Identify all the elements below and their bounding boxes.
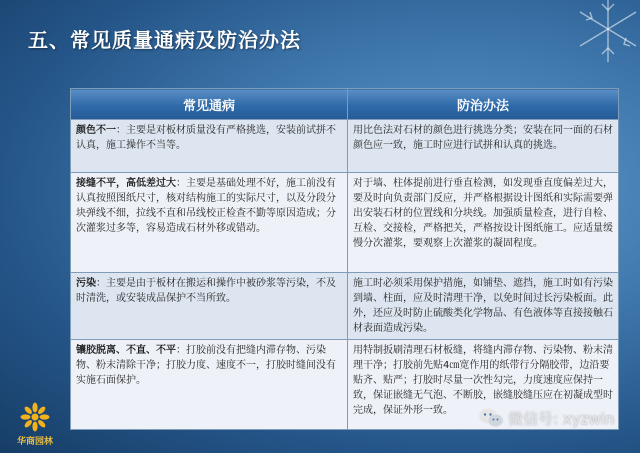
problem-cell (71, 340, 348, 430)
table-row (71, 173, 619, 273)
remedy-cell: 施工时必须采用保护措施，如铺垫、遮挡，施工时如有污染到墙、柱面，应及时清理干净，以免时间过长污染板面。此外，还应及时防止硫酸类化学物品、有色液体等直接接触石材表面造成污染。 (348, 273, 619, 340)
problem-heading: 颜色不一 (76, 125, 116, 136)
table-header-row (71, 89, 619, 120)
problem-description: ：主要是对板材质量没有严格挑选，安装前试拼不认真，施工操作不当等。 (76, 125, 336, 151)
problem-description: ：打胶前没有把缝内滞存物、污染物、粉末清除干净；打胶力度、速度不一，打胶时缝间没有实施石面保护。 (76, 345, 336, 386)
problem-heading: 镶胶脱离、不直、不平 (76, 345, 176, 356)
snowflake-decoration-icon (568, 0, 640, 64)
remedy-cell: 对于墙、柱体提前进行垂直检测，如发现垂直度偏差过大，要及时向负责部门反应，并严格根据设计图纸和实际需要弹出安装石材的位置线和分块线。加强质量检查，进行自检、互检、交接检，严格把关，严格按设计图纸施工。应适量缓慢分次灌浆，要观察上次灌浆的凝固程度。 (348, 173, 619, 273)
table-row (71, 273, 619, 340)
quality-issues-table (70, 88, 619, 430)
remedy-cell: 用比色法对石材的颜色进行挑选分类；安装在同一面的石材颜色应一致，施工时应进行试拼和认真的挑选。 (348, 120, 619, 173)
watermark-text: 微信号: xyzwin (508, 410, 615, 428)
table-row (71, 120, 619, 173)
remedy-cell: 用特制扳刷清理石材板缝，将缝内滞存物、污染物、粉末清理干净；打胶前先贴4㎝宽作用的纸带行分隔胶带，边沿要贴齐、贴严；打胶时尽量一次性勾完，力度速度应保持一致，保证嵌缝无气泡、不断胶，嵌缝胶缝压应在初凝成型时完成，保证外形一致。 (348, 340, 619, 430)
problem-description: ：主要是由于板材在搬运和操作中被砂浆等污染，不及时清洗，或安装成品保护不当所致。 (76, 278, 336, 304)
wechat-watermark (478, 407, 614, 429)
problem-cell (71, 173, 348, 273)
flower-logo-icon (18, 402, 52, 432)
logo-text: 华商园林 (16, 437, 53, 447)
column-header-problem: 常见通病 (71, 89, 348, 120)
problem-heading: 接缝不平，高低差过大 (76, 178, 176, 189)
wechat-icon (478, 407, 504, 429)
problem-cell (71, 273, 348, 340)
page-title: 五、常见质量通病及防治办法 (28, 28, 301, 52)
problem-description: ：主要是基础处理不好，施工前没有认真按照图纸尺寸，核对结构施工的实际尺寸，以及分段分块弹线不细，拉线不直和吊线校正检查不勤等原因造成；分次灌浆过多等，容易造成石材外移或错动。 (76, 178, 336, 234)
problem-cell (71, 120, 348, 173)
column-header-remedy: 防治办法 (348, 89, 619, 120)
problem-heading: 污染 (76, 278, 96, 289)
company-logo (10, 402, 60, 447)
